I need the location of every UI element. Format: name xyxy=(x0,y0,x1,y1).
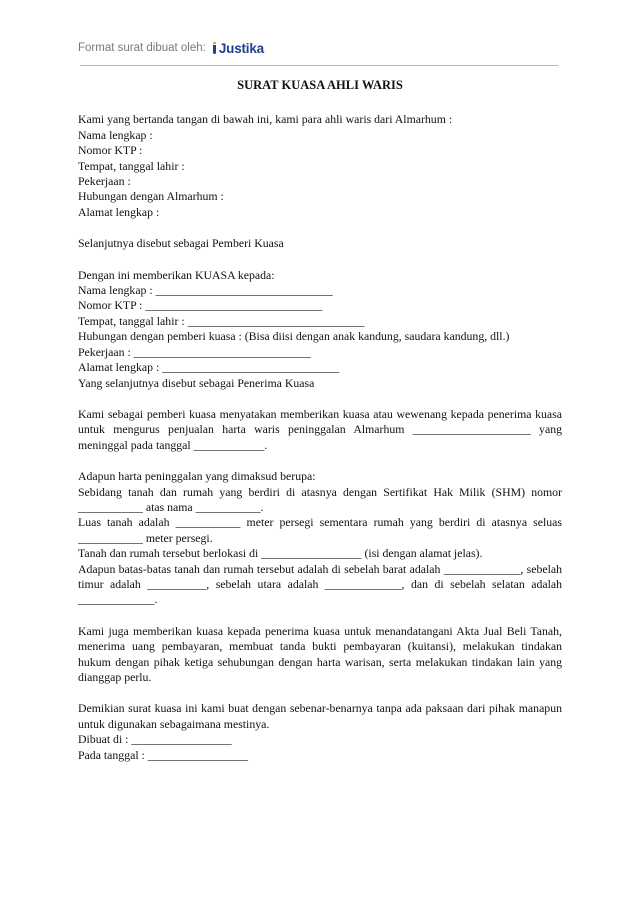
intro-line: Kami yang bertanda tangan di bawah ini, kami para ahli waris dari Almarhum : xyxy=(78,112,453,127)
justika-logo xyxy=(212,41,264,56)
header-label: Format surat dibuat oleh: xyxy=(78,42,206,54)
deceased-birth-field: Tempat, tanggal lahir : xyxy=(78,158,185,173)
deceased-job-field: Pekerjaan : xyxy=(78,174,131,189)
assets-shm: Sebidang tanah dan rumah yang berdiri di atasnya dengan Sertifikat Hak Milik (SHM) nomor ___________ atas nama ___________. xyxy=(78,484,562,514)
deceased-relation-field: Hubungan dengan Almarhum : xyxy=(78,189,224,204)
grantee-job-field: Pekerjaan : ______________________________ xyxy=(78,344,311,359)
letter-title: SURAT KUASA AHLI WARIS xyxy=(237,78,403,92)
grantee-ktp-field: Nomor KTP : ______________________________ xyxy=(78,298,323,313)
header xyxy=(78,38,264,58)
assets-area: Luas tanah adalah ___________ meter persegi sementara rumah yang berdiri di atasnya seluas ___________ meter persegi. xyxy=(78,515,562,545)
grantee-relation-field: Hubungan dengan pemberi kuasa : (Bisa diisi dengan anak kandung, saudara kandung, dll.) xyxy=(78,329,510,344)
deceased-address-field: Alamat lengkap : xyxy=(78,204,160,219)
deceased-name-field: Nama lengkap : xyxy=(78,127,153,142)
header-divider xyxy=(80,65,558,66)
grantee-name-field: Nama lengkap : ______________________________ xyxy=(78,283,333,298)
closing-paragraph: Demikian surat kuasa ini kami buat dengan sebenar-benarnya tanpa ada paksaan dari pihak manapun untuk digunakan sebagaimana mestinya. xyxy=(78,701,562,731)
authority-paragraph: Kami juga memberikan kuasa kepada penerima kuasa untuk menandatangani Akta Jual Beli Tanah, menerima uang pembayaran, membuat tanda bukti pembayaran (kuitansi), melakukan tindakan hukum dengan pihak ketiga sehubungan dengan harta warisan, serta melakukan tindakan lain yang dianggap perlu. xyxy=(78,623,562,684)
grantee-address-field: Alamat lengkap : ______________________________ xyxy=(78,360,340,375)
grant-intro: Dengan ini memberikan KUASA kepada: xyxy=(78,267,275,282)
grantee-note: Yang selanjutnya disebut sebagai Penerima Kuasa xyxy=(78,375,315,390)
deceased-ktp-field: Nomor KTP : xyxy=(78,143,143,158)
letter-body xyxy=(78,78,562,763)
grantor-note: Selanjutnya disebut sebagai Pemberi Kuasa xyxy=(78,236,284,251)
assets-intro: Adapun harta peninggalan yang dimaksud berupa: xyxy=(78,469,316,484)
grantee-birth-field: Tempat, tanggal lahir : ______________________________ xyxy=(78,313,365,328)
assets-borders: Adapun batas-batas tanah dan rumah tersebut adalah di sebelah barat adalah _____________, sebelah timur adalah __________, sebelah utara adalah _____________, dan di sebelah selatan adalah _____________. xyxy=(78,561,562,607)
power-paragraph: Kami sebagai pemberi kuasa menyatakan memberikan kuasa atau wewenang kepada penerima kuasa untuk mengurus penjualan harta waris peninggalan Almarhum ____________________ yang meninggal pada tanggal ____________. xyxy=(78,406,562,452)
made-date-field: Pada tanggal : _________________ xyxy=(78,747,249,762)
logo-text: Justika xyxy=(218,40,264,56)
assets-location: Tanah dan rumah tersebut berlokasi di _________________ (isi dengan alamat jelas). xyxy=(78,546,483,561)
logo-mark-icon xyxy=(212,42,218,55)
made-at-field: Dibuat di : _________________ xyxy=(78,732,232,747)
